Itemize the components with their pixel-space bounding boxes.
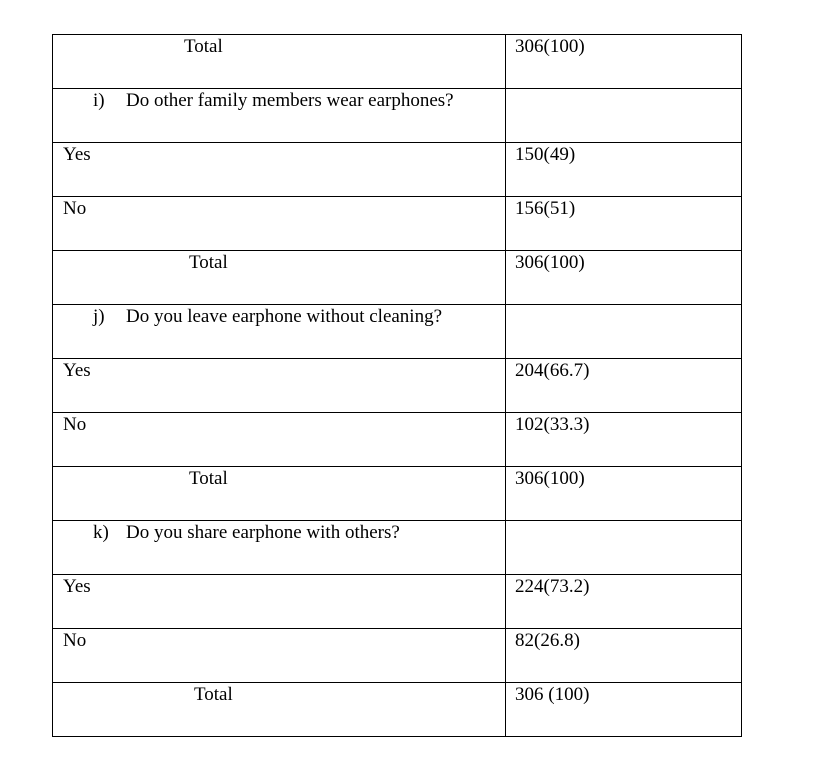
total-value-cell (506, 35, 742, 89)
question-value-cell (506, 305, 742, 359)
option-label-cell (53, 413, 506, 467)
option-value: 224(73.2) (515, 576, 590, 597)
question-text (53, 521, 505, 544)
total-value: 306 (100) (515, 684, 590, 705)
option-label-cell (53, 629, 506, 683)
option-value: 156(51) (515, 198, 576, 219)
total-label: Total (189, 252, 228, 273)
option-value-cell (506, 413, 742, 467)
option-label: Yes (63, 576, 91, 597)
survey-results-table (52, 34, 742, 737)
table-row-total (53, 35, 742, 89)
question-value (506, 305, 741, 306)
table-row-total (53, 683, 742, 737)
option-label: Yes (63, 144, 91, 165)
total-label: Total (194, 684, 233, 705)
option-value-cell (506, 197, 742, 251)
table-row-question (53, 305, 742, 359)
total-value: 306(100) (515, 36, 585, 57)
question-text (53, 89, 505, 112)
total-label-cell (53, 683, 506, 737)
question-label: Do other family members wear earphones? (126, 90, 454, 111)
total-value: 306(100) (515, 252, 585, 273)
table-row-option (53, 575, 742, 629)
option-value: 204(66.7) (515, 360, 590, 381)
total-label-cell (53, 35, 506, 89)
total-value: 306(100) (515, 468, 585, 489)
total-label: Total (189, 468, 228, 489)
question-label: Do you leave earphone without cleaning? (126, 306, 443, 327)
total-value-cell (506, 683, 742, 737)
option-value-cell (506, 575, 742, 629)
total-label-cell (53, 467, 506, 521)
table-row-question (53, 521, 742, 575)
question-value-cell (506, 89, 742, 143)
table-row-option (53, 629, 742, 683)
question-value-cell (506, 521, 742, 575)
question-value (506, 89, 741, 90)
question-marker: j) (93, 306, 105, 327)
option-label-cell (53, 197, 506, 251)
option-label-cell (53, 359, 506, 413)
question-cell (53, 305, 506, 359)
question-label: Do you share earphone with others? (126, 522, 400, 543)
option-value: 102(33.3) (515, 414, 590, 435)
option-value-cell (506, 359, 742, 413)
option-value-cell (506, 143, 742, 197)
option-label-cell (53, 575, 506, 629)
option-value: 82(26.8) (515, 630, 580, 651)
option-value-cell (506, 629, 742, 683)
total-label: Total (184, 36, 223, 57)
table-row-option (53, 359, 742, 413)
option-label: No (63, 198, 87, 219)
total-value-cell (506, 467, 742, 521)
total-value-cell (506, 251, 742, 305)
table-row-option (53, 413, 742, 467)
option-label: No (63, 414, 87, 435)
option-label-cell (53, 143, 506, 197)
question-value (506, 521, 741, 522)
table-row-option (53, 197, 742, 251)
table-row-question (53, 89, 742, 143)
option-value: 150(49) (515, 144, 576, 165)
table-row-total (53, 251, 742, 305)
question-cell (53, 521, 506, 575)
question-marker: i) (93, 90, 105, 111)
question-marker: k) (93, 522, 109, 543)
table-row-total (53, 467, 742, 521)
table-row-option (53, 143, 742, 197)
total-label-cell (53, 251, 506, 305)
question-text (53, 305, 505, 328)
option-label: Yes (63, 360, 91, 381)
option-label: No (63, 630, 87, 651)
question-cell (53, 89, 506, 143)
